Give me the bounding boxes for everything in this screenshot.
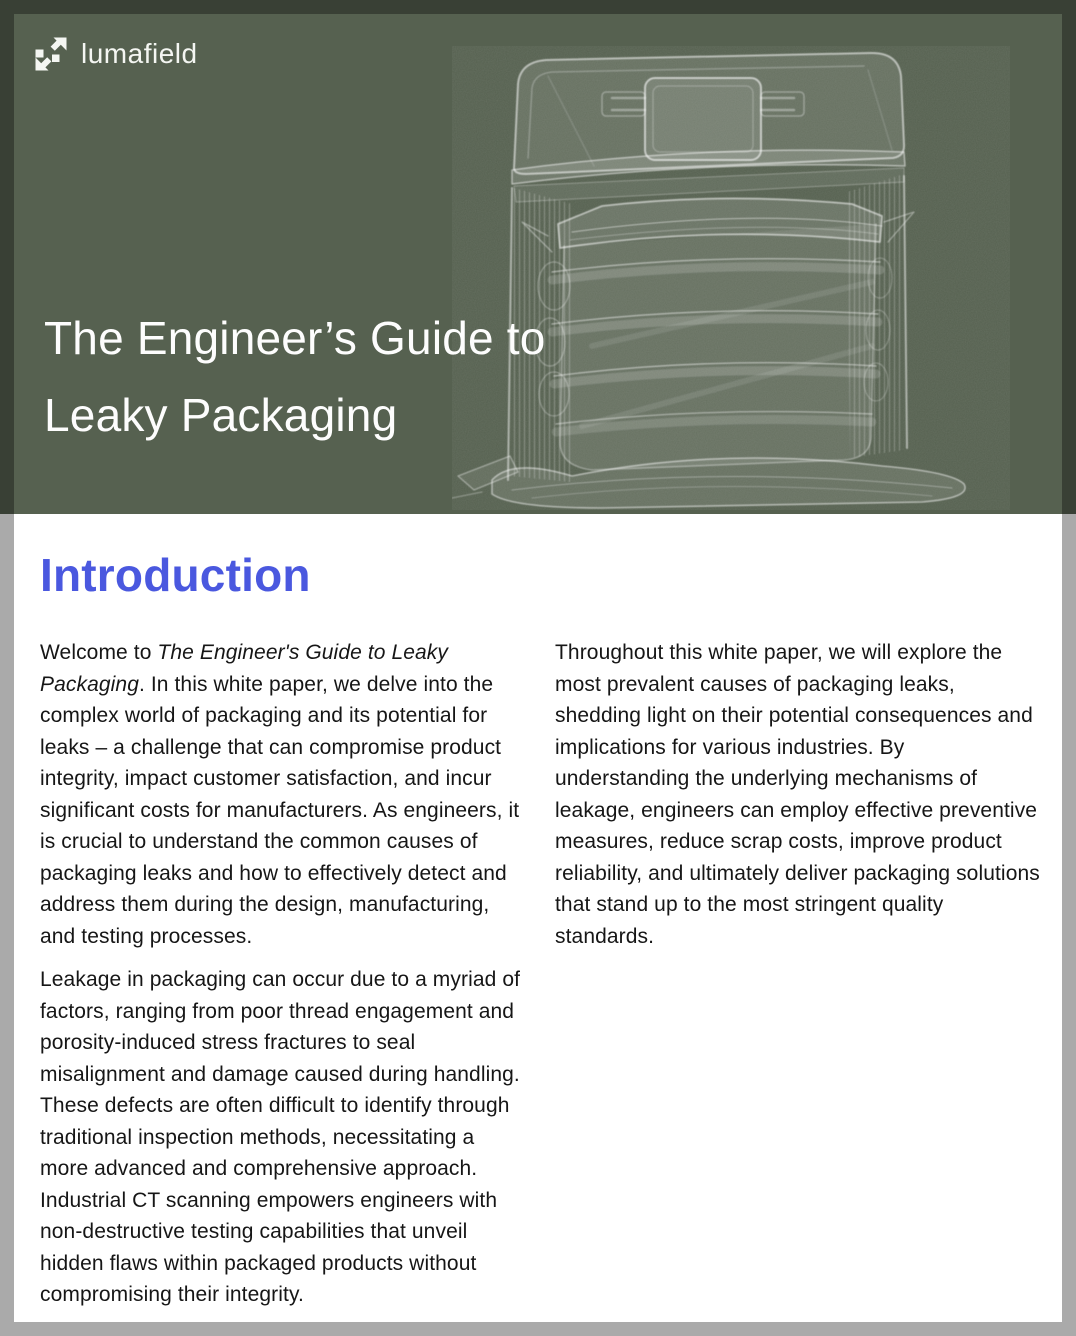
section-heading: Introduction: [40, 549, 311, 601]
left-column: [40, 637, 528, 1323]
title-line-1: The Engineer’s Guide to: [44, 312, 546, 364]
lumafield-logo: [33, 36, 198, 72]
paragraph-welcome: [40, 637, 528, 952]
lumafield-wordmark: lumafield: [81, 38, 198, 69]
hero-header: [0, 0, 1076, 514]
right-column: [555, 637, 1043, 1323]
lumafield-mark-icon: [33, 36, 69, 72]
paragraph-throughout: Throughout this white paper, we will explore the most prevalent causes of packaging leaks, shedding light on their potential consequences and implications for various industries. By understanding the underlying mechanisms of leakage, engineers can employ effective preventive measures, reduce scrap costs, improve product reliability, and ultimately deliver packaging solutions that stand up to the most stringent quality standards.: [555, 641, 1040, 948]
paragraph-leakage-causes: Leakage in packaging can occur due to a myriad of factors, ranging from poor thread engagement and porosity-induced stress fractures to seal misalignment and damage caused during handling. These defects are often difficult to identify through traditional inspection methods, necessitating a more advanced and comprehensive approach. Industrial CT scanning empowers engineers with non-destructive testing capabilities that unveil hidden flaws within packaged products without compromising their integrity.: [40, 968, 521, 1306]
title-line-2: Leaky Packaging: [44, 389, 398, 441]
book-title-italic: The Engineer's Guide to Leaky Packaging: [40, 641, 449, 696]
paragraph-text: Welcome to: [40, 641, 158, 664]
two-column-layout: [0, 637, 1076, 1323]
paragraph-text: . In this white paper, we delve into the complex world of packaging and its potential for leaks – a challenge that can compromise product integrity, impact customer satisfaction, and incur significant costs for manufacturers. As engineers, it is crucial to understand the common causes of packaging leaks and how to effectively detect and address them during the design, manufacturing, and testing processes.: [40, 672, 520, 948]
document-title: [44, 300, 546, 454]
